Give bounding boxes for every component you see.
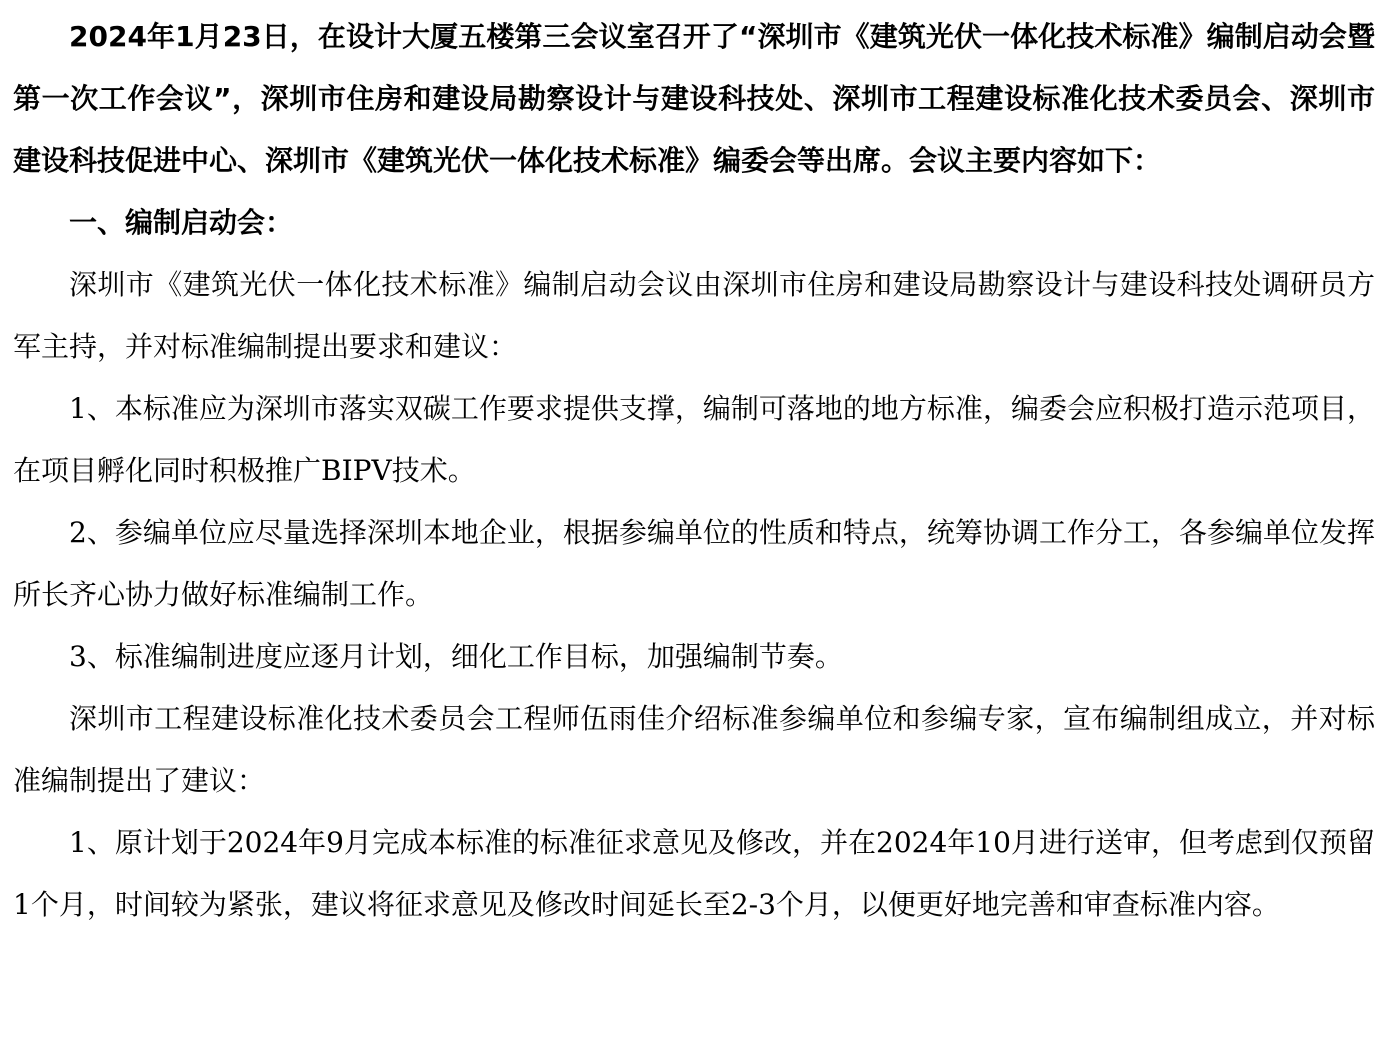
- section-heading: 一、编制启动会：: [69, 206, 294, 239]
- section-paragraph: 深圳市《建筑光伏一体化技术标准》编制启动会议由深圳市住房和建设局勘察设计与建设科技处调研员方军主持，并对标准编制提出要求和建议：: [13, 268, 1375, 363]
- list-item: 1、原计划于2024年9月完成本标准的标准征求意见及修改，并在2024年10月进行送审，但考虑到仅预留1个月，时间较为紧张，建议将征求意见及修改时间延长至2-3个月，以便更好地完善和审查标准内容。: [13, 826, 1375, 921]
- list-item: 2、参编单位应尽量选择深圳本地企业，根据参编单位的性质和特点，统筹协调工作分工，各参编单位发挥所长齐心协力做好标准编制工作。: [13, 516, 1375, 611]
- list-item: 3、标准编制进度应逐月计划，细化工作目标，加强编制节奏。: [69, 640, 843, 673]
- list-item: 1、本标准应为深圳市落实双碳工作要求提供支撑，编制可落地的地方标准，编委会应积极打造示范项目，在项目孵化同时积极推广BIPV技术。: [13, 392, 1375, 487]
- intro-paragraph: 2024年1月23日，在设计大厦五楼第三会议室召开了“深圳市《建筑光伏一体化技术标准》编制启动会暨第一次工作会议”，深圳市住房和建设局勘察设计与建设科技处、深圳市工程建设标准化技术委员会、深圳市建设科技促进中心、深圳市《建筑光伏一体化技术标准》编委会等出席。会议主要内容如下：: [13, 20, 1375, 177]
- section-paragraph: 深圳市工程建设标准化技术委员会工程师伍雨佳介绍标准参编单位和参编专家，宣布编制组成立，并对标准编制提出了建议：: [13, 702, 1375, 797]
